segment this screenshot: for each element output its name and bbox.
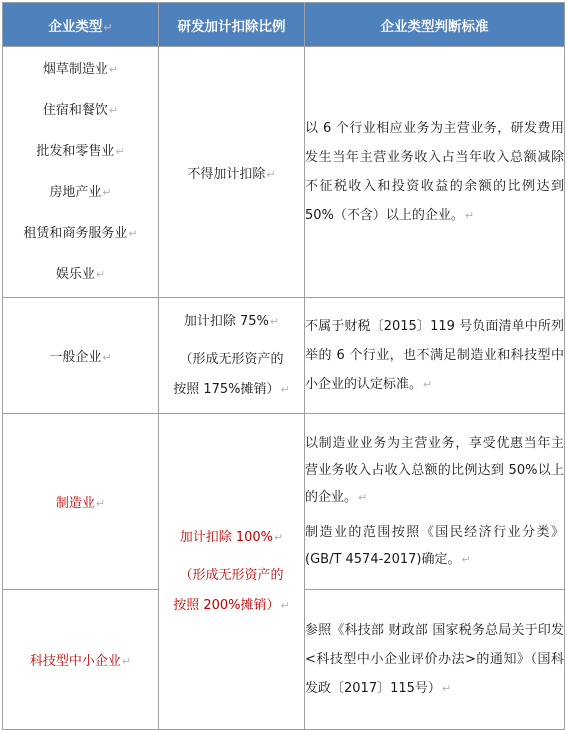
industry-item: 住宿和餐饮↵ bbox=[42, 103, 119, 118]
shared-ratio-cell bbox=[159, 414, 305, 730]
ratio-note: （形成无形资产的 bbox=[179, 567, 284, 583]
industry-item: 租赁和商务服务业↵ bbox=[23, 226, 138, 241]
ratio-note: 按照 200%摊销）↵ bbox=[173, 597, 290, 613]
criteria-paragraph: 制造业的范围按照《国民经济行业分类》(GB/T 4574-2017)确定。↵ bbox=[305, 525, 564, 567]
industry-item: 烟草制造业↵ bbox=[42, 62, 119, 77]
header-deduction-ratio: 研发加计扣除比例 bbox=[159, 3, 305, 47]
header-criteria: 企业类型判断标准 bbox=[305, 3, 565, 47]
smes-criteria-cell: 参照《科技部 财政部 国家税务总局关于印发<科技型中小企业评价办法>的通知》（国科发政〔2017〕115号）↵ bbox=[305, 590, 565, 730]
general-criteria-cell: 不属于财税〔2015〕119 号负面清单中所列举的 6 个行业，也不满足制造业和科技型中小企业的认定标准。↵ bbox=[305, 298, 565, 414]
general-type-cell: 一般企业↵ bbox=[3, 298, 159, 414]
restricted-industries-cell bbox=[3, 47, 159, 298]
criteria-paragraph: 以制造业业务为主营业务，享受优惠当年主营业务收入占收入总额的比例达到 50%以上的企业。↵ bbox=[305, 436, 564, 505]
header-enterprise-type: 企业类型↵ bbox=[3, 3, 159, 47]
table-row-general bbox=[3, 298, 565, 414]
manufacturing-criteria-cell bbox=[305, 414, 565, 590]
table-row-manufacturing bbox=[3, 414, 565, 590]
ratio-line: 加计扣除 100%↵ bbox=[179, 529, 284, 545]
header-row bbox=[3, 3, 565, 47]
ratio-note: 按照 175%摊销）↵ bbox=[173, 381, 290, 397]
restricted-criteria-cell: 以 6 个行业相应业务为主营业务，研发费用发生当年主营业务收入占当年收入总额减除不征税收入和投资收益的余额的比例达到 50%（不含）以上的企业。↵ bbox=[305, 47, 565, 298]
general-ratio-cell bbox=[159, 298, 305, 414]
smes-type-cell: 科技型中小企业↵ bbox=[3, 590, 159, 730]
deduction-policy-table bbox=[2, 2, 565, 730]
table-row-restricted bbox=[3, 47, 565, 298]
industry-item: 房地产业↵ bbox=[49, 185, 112, 200]
manufacturing-type-cell: 制造业↵ bbox=[3, 414, 159, 590]
restricted-ratio-cell: 不得加计扣除↵ bbox=[159, 47, 305, 298]
industry-item: 批发和零售业↵ bbox=[36, 144, 125, 159]
ratio-note: （形成无形资产的 bbox=[179, 351, 284, 367]
ratio-line: 加计扣除 75%↵ bbox=[183, 313, 280, 329]
industry-item: 娱乐业↵ bbox=[55, 267, 106, 282]
